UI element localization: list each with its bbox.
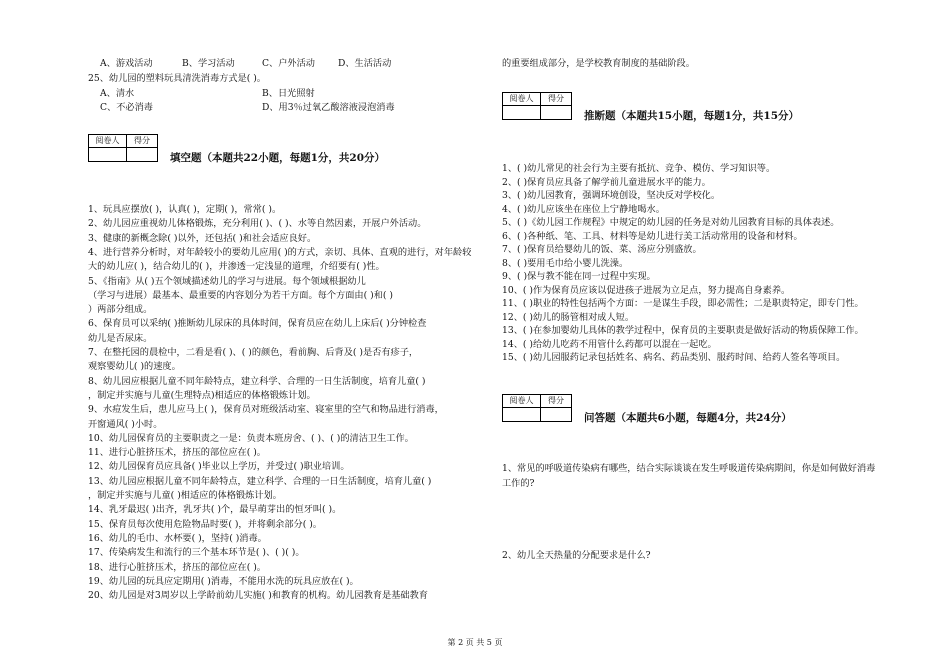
score-box-qa <box>502 394 572 422</box>
question-line: 4、( )幼儿应该坐在座位上宁静地喝水。 <box>502 203 665 215</box>
reviewer-cell <box>503 408 541 421</box>
question-line: 3、( )幼儿园教育，强调环境创设，坚决反对学校化。 <box>502 190 721 201</box>
qa-question-1-cont: 工作的? <box>502 478 535 489</box>
score-label: 得分 <box>541 395 571 408</box>
question-line: 10、( )作为保育员应该以促进孩子进展为立足点，努力提高自身素养。 <box>502 284 791 296</box>
score-box-fill <box>88 134 158 162</box>
question-line: （学习与进展）最基本、最重要的内容划分为若干方面。每个方面由( )和( ) <box>88 289 393 301</box>
reviewer-cell <box>89 148 127 161</box>
question-line: 1、玩具应摆放( )，认真( )，定期( )，常常( )。 <box>88 204 282 215</box>
question-line: ，制定并实施与儿童( )相适应的体格锻炼计划。 <box>88 490 282 501</box>
continuation-text: 的重要组成部分，是学校教育制度的基础阶段。 <box>502 58 695 69</box>
score-label: 得分 <box>127 135 157 148</box>
option-d: D、生活活动 <box>338 58 392 69</box>
q25-option-c: C、不必消毒 <box>100 102 153 113</box>
question-line: 13、( )在参加婴幼儿具体的教学过程中，保育员的主要职责是做好活动的物质保障工作。 <box>502 325 864 336</box>
reviewer-label: 阅卷人 <box>503 93 541 106</box>
question-line: 2、( )保育员应具备了解学前儿童进展水平的能力。 <box>502 176 711 188</box>
question-line: 12、幼儿园保育员应具备( )毕业以上学历，并受过( )职业培训。 <box>88 461 350 473</box>
q25-option-b: B、日光照射 <box>262 88 315 99</box>
reviewer-label: 阅卷人 <box>503 395 541 408</box>
question-line: 20、幼儿园是对3周岁以上学龄前幼儿实施( )和教育的机构。幼儿园教育是基础教育 <box>88 590 428 602</box>
question-line: 8、( )要用毛巾给小婴儿洗澡。 <box>502 257 629 269</box>
qa-question-2: 2、幼儿全天热量的分配要求是什么? <box>502 550 651 561</box>
reviewer-cell <box>503 106 541 119</box>
question-line: 18、进行心脏挤压术，挤压的部位应在( )。 <box>88 561 266 573</box>
question-line: 5、( )《幼儿园工作规程》中规定的幼儿园的任务是对幼儿园教育目标的具体表述。 <box>502 217 840 228</box>
question-line: 13、幼儿园应根据儿童不同年龄特点，建立科学、合理的一日生活制度，培育儿童( ) <box>88 475 432 487</box>
q25-option-a: A、清水 <box>100 88 135 99</box>
question-line: 16、幼儿的毛巾、水杯要( )，坚持( )消毒。 <box>88 532 267 544</box>
option-b: B、学习活动 <box>182 58 235 69</box>
question-line: 15、保育员每次使用危险物品时要( )，并将剩余部分( )。 <box>88 518 322 530</box>
question-line: 大的幼儿应( )，结合幼儿的( )，并渗透一定浅显的道理，介绍要有( )性。 <box>88 261 385 273</box>
question-line: 3、健康的新概念除( )以外，还包括( )和社会适应良好。 <box>88 232 317 244</box>
question-line: 14、( )给幼儿吃药不用管什么药都可以混在一起吃。 <box>502 338 717 350</box>
question-line: 1、( )幼儿常见的社会行为主要有抵抗、竞争、模仿、学习知识等。 <box>502 163 776 174</box>
qa-heading: 问答题（本题共6小题，每题4分，共24分） <box>584 412 792 424</box>
question-line: 6、保育员可以采纳( )推断幼儿尿床的具体时间，保育员应在幼儿上床后( )分钟检查 <box>88 318 427 330</box>
question-line: 10、幼儿园保育员的主要职责之一是：负责本班房舍、( )、( )的清洁卫生工作。 <box>88 432 414 444</box>
page-footer: 第 2 页 共 5 页 <box>447 638 503 647</box>
question-line: 11、( )职业的特性包括两个方面：一是谋生手段，即必需性；二是职责特定，即专门性。 <box>502 298 864 309</box>
qa-question-1: 1、常见的呼吸道传染病有哪些，结合实际谈谈在发生呼吸道传染病期间，你是如何做好消毒 <box>502 463 876 474</box>
question-line: 7、在整托园的晨检中，二看是看( )、( )的颜色，看前胸、后背及( )是否有疹子， <box>88 347 419 358</box>
option-a: A、游戏活动 <box>100 58 153 69</box>
q25-option-d: D、用3％过氧乙酸溶液浸泡消毒 <box>262 102 395 113</box>
question-line: 19、幼儿园的玩具应定期用( )消毒，不能用水洗的玩具应放在( )。 <box>88 575 359 587</box>
question-line: 9、( )保与教不能在同一过程中实现。 <box>502 271 656 282</box>
question-line: 12、( )幼儿的肠管相对成人短。 <box>502 311 635 323</box>
question-line: ，制定并实施与儿童(生理特点)相适应的体格锻炼计划。 <box>88 389 316 401</box>
question-line: 幼儿是否尿床。 <box>88 332 153 344</box>
judge-heading: 推断题（本题共15小题，每题1分，共15分） <box>584 110 800 122</box>
option-c: C、户外活动 <box>262 58 315 69</box>
question-line: 开窗通风( )小时。 <box>88 418 163 430</box>
question-line: 5、《指南》从( )五个领域描述幼儿的学习与进展。每个领域根据幼儿 <box>88 275 366 287</box>
question-line: 11、进行心脏挤压术，挤压的部位应在( )。 <box>88 447 266 459</box>
question-line: 观察婴幼儿( )的速度。 <box>88 361 181 373</box>
question-line: 7、( )保育员给婴幼儿的饭、菜、汤应分别盛放。 <box>502 244 702 255</box>
question-line: 4、进行营养分析时，对年龄较小的要幼儿应用( )的方式，亲切、具体、直观的进行，对年龄较 <box>88 246 472 258</box>
question-line: 14、乳牙最迟( )出齐，乳牙共( )个，最早萌芽出的恒牙叫( )。 <box>88 504 342 516</box>
score-label: 得分 <box>541 93 571 106</box>
question-line: 17、传染病发生和流行的三个基本环节是( )、( )( )。 <box>88 547 305 559</box>
q25-question: 25、幼儿园的塑料玩具清洗消毒方式是( )。 <box>88 73 266 84</box>
score-cell <box>541 408 571 421</box>
score-box-judge <box>502 92 572 120</box>
question-line: 8、幼儿园应根据儿童不同年龄特点，建立科学、合理的一日生活制度，培育儿童( ) <box>88 375 426 387</box>
fill-heading: 填空题（本题共22小题，每题1分，共20分） <box>170 152 386 164</box>
question-line: 6、( )各种纸、笔、工具、材料等是幼儿进行美工活动常用的设备和材料。 <box>502 230 803 242</box>
question-line: ）两部分组成。 <box>88 304 153 316</box>
score-cell <box>127 148 157 161</box>
score-cell <box>541 106 571 119</box>
reviewer-label: 阅卷人 <box>89 135 127 148</box>
question-line: 2、幼儿园应重视幼儿体格锻炼，充分利用( )、( )、水等自然因素，开展户外活动。 <box>88 218 427 230</box>
question-line: 9、水痘发生后，患儿应马上( )，保育员对班级活动室、寝室里的空气和物品进行消毒， <box>88 404 444 416</box>
question-line: 15、( )幼儿园服药记录包括姓名、病名、药品类别、服药时间、给药人签名等项目。 <box>502 352 846 363</box>
